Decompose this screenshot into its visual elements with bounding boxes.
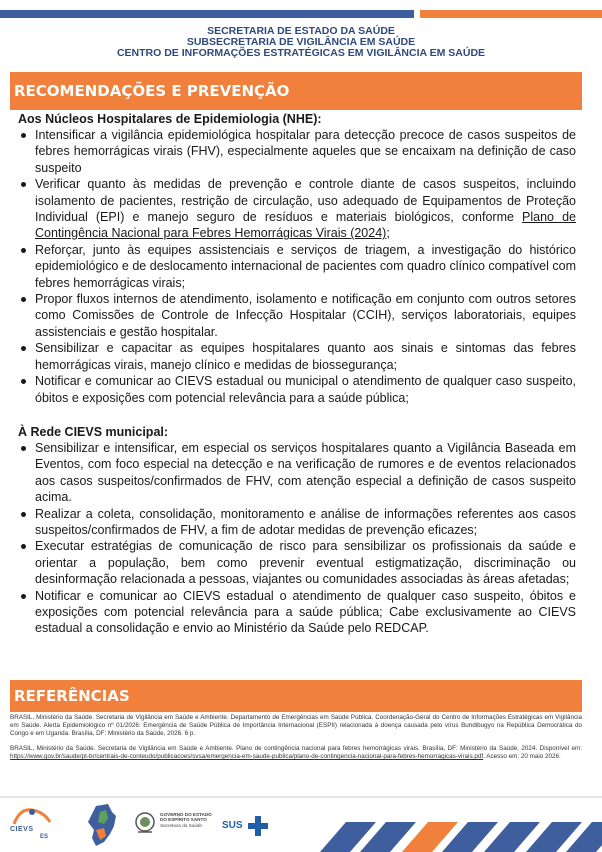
list-item xyxy=(18,176,576,242)
cievs-logo xyxy=(10,804,54,846)
top-accent-bar-orange xyxy=(420,10,602,18)
state-map-logo xyxy=(82,802,122,848)
header-line-3: CENTRO DE INFORMAÇÕES ESTRATÉGICAS EM VIGILÂNCIA EM SAÚDE xyxy=(116,47,486,59)
sus-logo xyxy=(222,816,272,836)
contingency-plan-link[interactable]: Plano de Contingência Nacional para Febres Hemorrágicas Virais (2024) xyxy=(35,210,576,241)
section-title-referencias: REFERÊNCIAS xyxy=(10,680,582,712)
section-title-recomendacoes: RECOMENDAÇÕES E PREVENÇÃO xyxy=(10,72,582,110)
list-item: Realizar a coleta, consolidação, monitoramento e análise de informações referentes aos casos suspeitos/confirmados de FHV, a fim de adotar medidas de prevenção eficazes; xyxy=(18,506,576,539)
group-heading-cievs: À Rede CIEVS municipal: xyxy=(18,424,169,439)
list-item: Sensibilizar e intensificar, em especial os serviços hospitalares quanto a Vigilância Baseada em Eventos, com foco especial na detecção e na verificação de rumores e de eventos relacionados aos casos suspeitos/confirmados de FHV, com atenção especial a definição de casos suspeito acima. xyxy=(18,440,576,506)
gov-logo-line-2: DO ESPÍRITO SANTO xyxy=(160,817,207,823)
nhe-list xyxy=(18,127,576,406)
references xyxy=(10,714,582,767)
list-item-end: ; xyxy=(386,226,390,241)
list-item: Notificar e comunicar ao CIEVS estadual ou municipal o atendimento de qualquer caso suspeito, óbitos e exposições com potencial relevância para a saúde pública; xyxy=(18,373,576,406)
reference-2-end: . Acesso em: 20 maio 2026. xyxy=(483,752,561,760)
footer-logos xyxy=(0,798,300,852)
list-item: Propor fluxos internos de atendimento, isolamento e notificação em conjunto com outros setores como Comissões de Controle de Infecção Hospitalar (CCIH), serviços laboratoriais, equipes assistenciais e gestão hospitalar. xyxy=(18,291,576,340)
sus-cross-icon xyxy=(248,816,268,836)
cievs-logo-text: CIEVS xyxy=(10,826,34,833)
cievs-list xyxy=(18,440,576,637)
group-heading-nhe: Aos Núcleos Hospitalares de Epidemiologia (NHE): xyxy=(18,112,322,126)
list-item: Sensibilizar e capacitar as equipes hospitalares quanto aos sinais e sintomas das febres hemorrágicas virais, manejo clínico e medidas de biossegurança; xyxy=(18,340,576,373)
list-item: Reforçar, junto às equipes assistenciais e serviços de triagem, a investigação do histórico epidemiológico e de deslocamento internacional de pacientes com quadro clínico compatível com febres hemorrágicas virais; xyxy=(18,242,576,291)
list-item: Intensificar a vigilância epidemiológica hospitalar para detecção precoce de casos suspeitos de febres hemorrágicas virais (FHV), especialmente aqueles que se encaixam na definição de caso suspeito xyxy=(18,127,576,176)
list-item: Notificar e comunicar ao CIEVS estadual o atendimento de qualquer caso suspeito, óbitos e exposições com potencial relevância para a saúde pública; Cabe exclusivamente ao CIEVS estadual a consolidação e envio ao Ministério da Saúde pelo REDCAP. xyxy=(18,588,576,637)
header-line-2: SUBSECRETARIA DE VIGILÂNCIA EM SAÚDE xyxy=(186,36,416,48)
list-item: Executar estratégias de comunicação de risco para sensibilizar os profissionais da saúde e orientar a população, bem como prevenir eventual estigmatização, discriminação ou desinformação relacionada a pessoas, viajantes ou comunidades associadas às áreas afetadas; xyxy=(18,538,576,587)
cievs-logo-mark-icon xyxy=(10,804,54,828)
footer-chevrons xyxy=(320,800,602,852)
header-line-1: SECRETARIA DE ESTADO DA SAÚDE xyxy=(207,25,395,37)
reference-2-text: BRASIL, Ministério da Saúde. Secretaria de Vigilância em Saúde e Ambiente. Plano de contingência nacional para febres hemorrágicas virais. Brasília, DF: Ministério da Saúde, 2024. Disponível em: xyxy=(10,744,582,752)
coat-of-arms-icon xyxy=(134,810,156,836)
reference-2 xyxy=(10,745,582,761)
document-header xyxy=(0,26,602,59)
state-map-icon xyxy=(82,802,122,848)
sus-logo-text: SUS xyxy=(222,820,243,831)
gov-logo-line-3: Secretaria da Saúde xyxy=(160,822,202,828)
chevron-pattern-icon xyxy=(320,800,602,852)
reference-2-link[interactable]: https://www.gov.br/saude/pt-br/centrais-de-conteudo/publicacoes/svsa/emergencia-em-saude-publica/plano-de-contingencia-nacional-para-febres-hemorragicas-virais.pdf xyxy=(10,752,484,760)
reference-1: BRASIL, Ministério da Saúde. Secretaria de Vigilância em Saúde e Ambiente. Departamento de Emergências em Saúde Pública. Coordenação-Geral do Centro de Informações Estratégicas em Vigilância em Saúde. Alerta Epidemiológico nº 01/2026: Emergência de Saúde Pública de Importância Internacional (ESPII) relacionada à doença causada pelo vírus Bundibugyo na República Democrática do Congo e em Uganda. Brasília, DF: Ministério da Saúde, 2026. 6 p. xyxy=(10,714,582,738)
list-item-text: Verificar quanto às medidas de prevenção e controle diante de casos suspeitos, incluindo isolamento de pacientes, restrição de circulação, uso adequado de Equipamentos de Proteção Individual (EPI) e manejo seguro de resíduos e materiais biológicos, conforme xyxy=(35,177,576,225)
top-accent-bar-blue xyxy=(0,10,414,18)
gov-logo-line-1: GOVERNO DO ESTADO xyxy=(160,812,212,817)
cievs-logo-sub: ES xyxy=(40,834,49,840)
government-logo xyxy=(134,810,214,846)
recommendations-content xyxy=(18,111,576,637)
